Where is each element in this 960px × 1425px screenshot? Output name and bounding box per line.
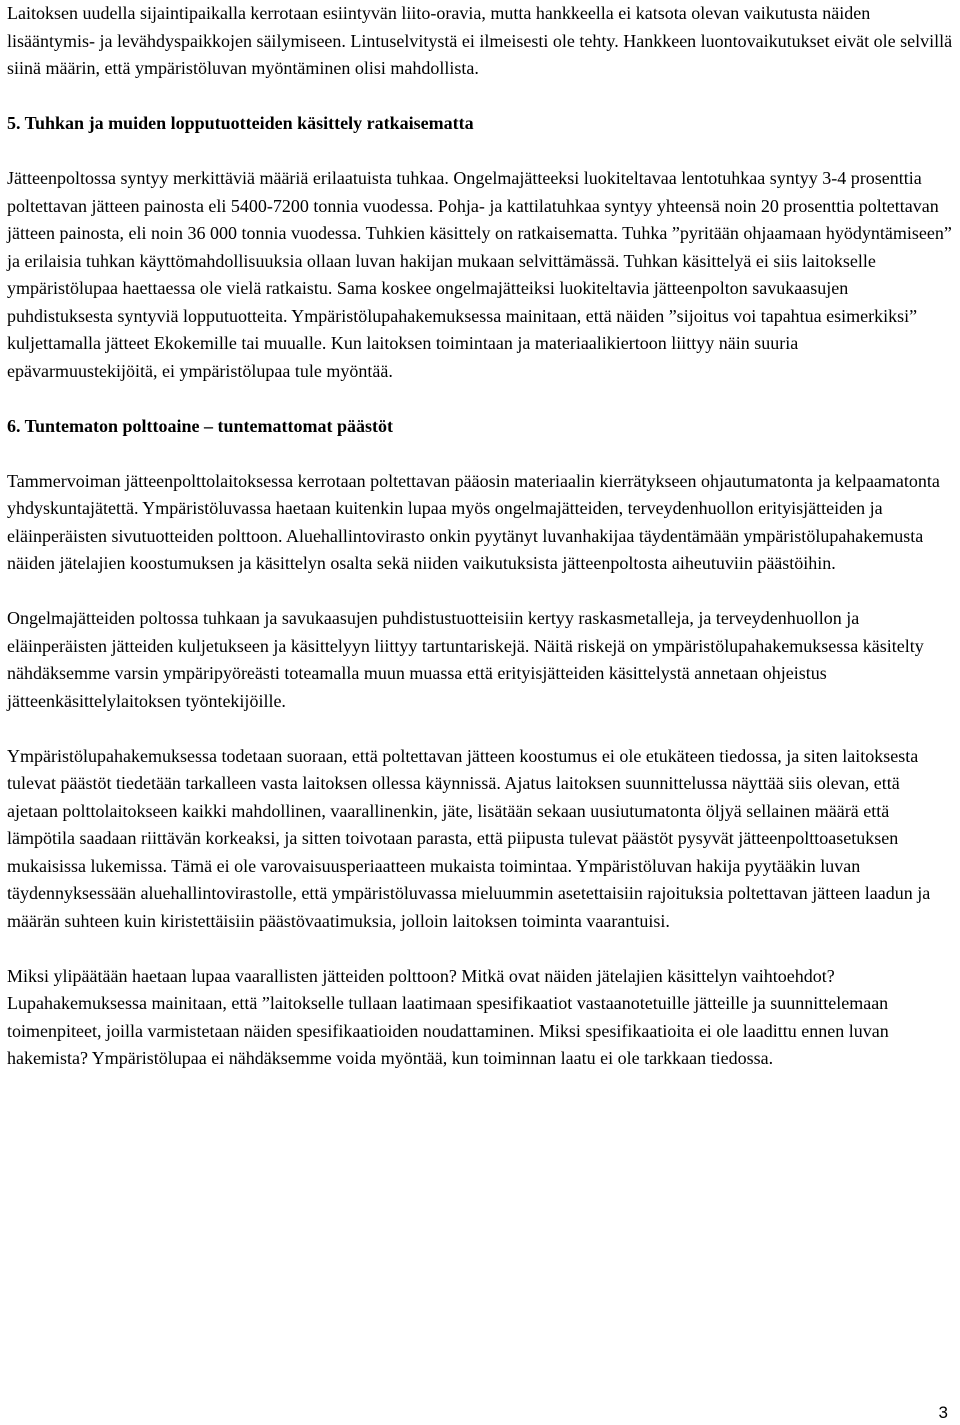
section6-paragraph-4: Miksi ylipäätään haetaan lupaa vaarallisten jätteiden polttoon? Mitkä ovat näiden jätelajien käsittelyn vaihtoehdot? Lupahakemuksessa mainitaan, että ”laitokselle tullaan laatimaan spesifikaatiot vastaanotetuille jätteille ja suunnittelemaan toimenpiteet, joilla varmistetaan näiden spesifikaatioiden noudattaminen. Miksi spesifikaatioita ei ole laadittu ennen luvan hakemista? Ympäristölupaa ei nähdäksemme voida myöntää, kun toiminnan laatu ei ole tarkkaan tiedossa.: [7, 965, 889, 1068]
paragraph-gap: [7, 138, 953, 166]
paragraph-gap: [7, 440, 953, 468]
paragraph-gap: [7, 935, 953, 963]
paragraph-gap: [7, 83, 953, 111]
document-body: [7, 0, 953, 1073]
section-heading-6: 6. Tuntematon polttoaine – tuntemattomat päästöt: [7, 415, 394, 436]
section-heading-5: 5. Tuhkan ja muiden lopputuotteiden käsittely ratkaisematta: [7, 113, 474, 133]
paragraph-gap: [7, 578, 953, 606]
section6-paragraph-2: Ongelmajätteiden poltossa tuhkaan ja savukaasujen puhdistustuotteisiin kertyy raskasmetalleja, ja terveydenhuollon ja eläinperäisten jätteiden kuljetukseen ja käsittelyyn liittyy tartuntariskejä. Näitä riskejä on ympäristölupahakemuksessa käsitelty nähdäksemme varsin ympäripyöreästi toteamalla muun muassa että erityisjätteiden käsittelystä annetaan ohjeistus jätteenkäsittelylaitoksen työntekijöille.: [7, 608, 924, 711]
paragraph-intro: Laitoksen uudella sijaintipaikalla kerrotaan esiintyvän liito-oravia, mutta hankkeella ei katsota olevan vaikutusta näiden lisääntymis- ja levähdyspaikkojen säilymiseen. Lintuselvitystä ei ilmeisesti ole tehty. Hankkeen luontovaikutukset eivät ole selvillä siinä määrin, että ympäristöluvan myöntäminen olisi mahdollista.: [7, 3, 953, 78]
section6-paragraph-1: Tammervoiman jätteenpolttolaitoksessa kerrotaan poltettavan pääosin materiaalin kierrätykseen ohjautumatonta ja kelpaamatonta yhdyskuntajätettä. Ympäristöluvassa haetaan kuitenkin lupaa myös ongelmajätteiden, terveydenhuollon erityisjätteiden ja eläinperäisten sivutuotteiden polttoon. Aluehallintovirasto onkin pyytänyt luvanhakijaa täydentämään ympäristölupahakemusta näiden jätelajien koostumuksen ja käsittelyn osalta sekä niiden vaikutuksista jätteenpoltosta aiheutuviin päästöihin.: [7, 470, 940, 573]
section5-paragraph: Jätteenpoltossa syntyy merkittäviä määriä erilaatuista tuhkaa. Ongelmajätteeksi luokiteltavaa lentotuhkaa syntyy 3-4 prosenttia poltettavan jätteen painosta eli 5400-7200 tonnia vuodessa. Pohja- ja kattilatuhkaa syntyy yhteensä noin 20 prosenttia poltettavan jätteen painosta, eli noin 36 000 tonnia vuodessa. Tuhkien käsittely on ratkaisematta. Tuhka ”pyritään ohjaamaan hyödyntämiseen” ja erilaisia tuhkan käyttömahdollisuuksia ollaan luvan hakijan mukaan selvittämässä. Tuhkan käsittelyä ei siis laitokselle ympäristölupaa haettaessa ole vielä ratkaistu. Sama koskee ongelmajätteiksi luokiteltavia jätteenpolton savukaasujen puhdistuksesta syntyviä lopputuotteita. Ympäristölupahakemuksessa mainitaan, että näiden ”sijoitus voi tapahtua esimerkiksi” kuljettamalla jätteet Ekokemille tai muualle. Kun laitoksen toimintaan ja materiaalikiertoon liittyy näin suuria epävarmuustekijöitä, ei ympäristölupaa tule myöntää.: [7, 168, 952, 381]
section6-paragraph-3: Ympäristölupahakemuksessa todetaan suoraan, että poltettavan jätteen koostumus ei ole etukäteen tiedossa, ja siten laitoksesta tulevat päästöt tiedetään tarkalleen vasta laitoksen ollessa käynnissä. Ajatus laitoksen suunnittelussa näyttää siis olevan, että ajetaan polttolaitokseen kaikki mahdollinen, vaarallinenkin, jäte, lisätään sekaan uusiutumatonta öljyä sellainen määrä että lämpötila saadaan riittävän korkeaksi, ja sitten toivotaan parasta, että piipusta tulevat päästöt pysyvät jätteenpolttoasetuksen mukaisissa lukemissa. Tämä ei ole varovaisuusperiaatteen mukaista toimintaa. Ympäristöluvan hakija pyytääkin luvan täydennyksessään aluehallintovirastolle, että ympäristöluvassa mieluummin asetettaisiin rajoituksia poltettavan jätteen laadun ja määrän suhteen kuin kiristettäisiin päästövaatimuksia, jolloin laitoksen toiminta vaarantuisi.: [7, 745, 931, 931]
paragraph-gap: [7, 715, 953, 743]
page-number: 3: [938, 1403, 948, 1422]
paragraph-gap: [7, 385, 953, 413]
